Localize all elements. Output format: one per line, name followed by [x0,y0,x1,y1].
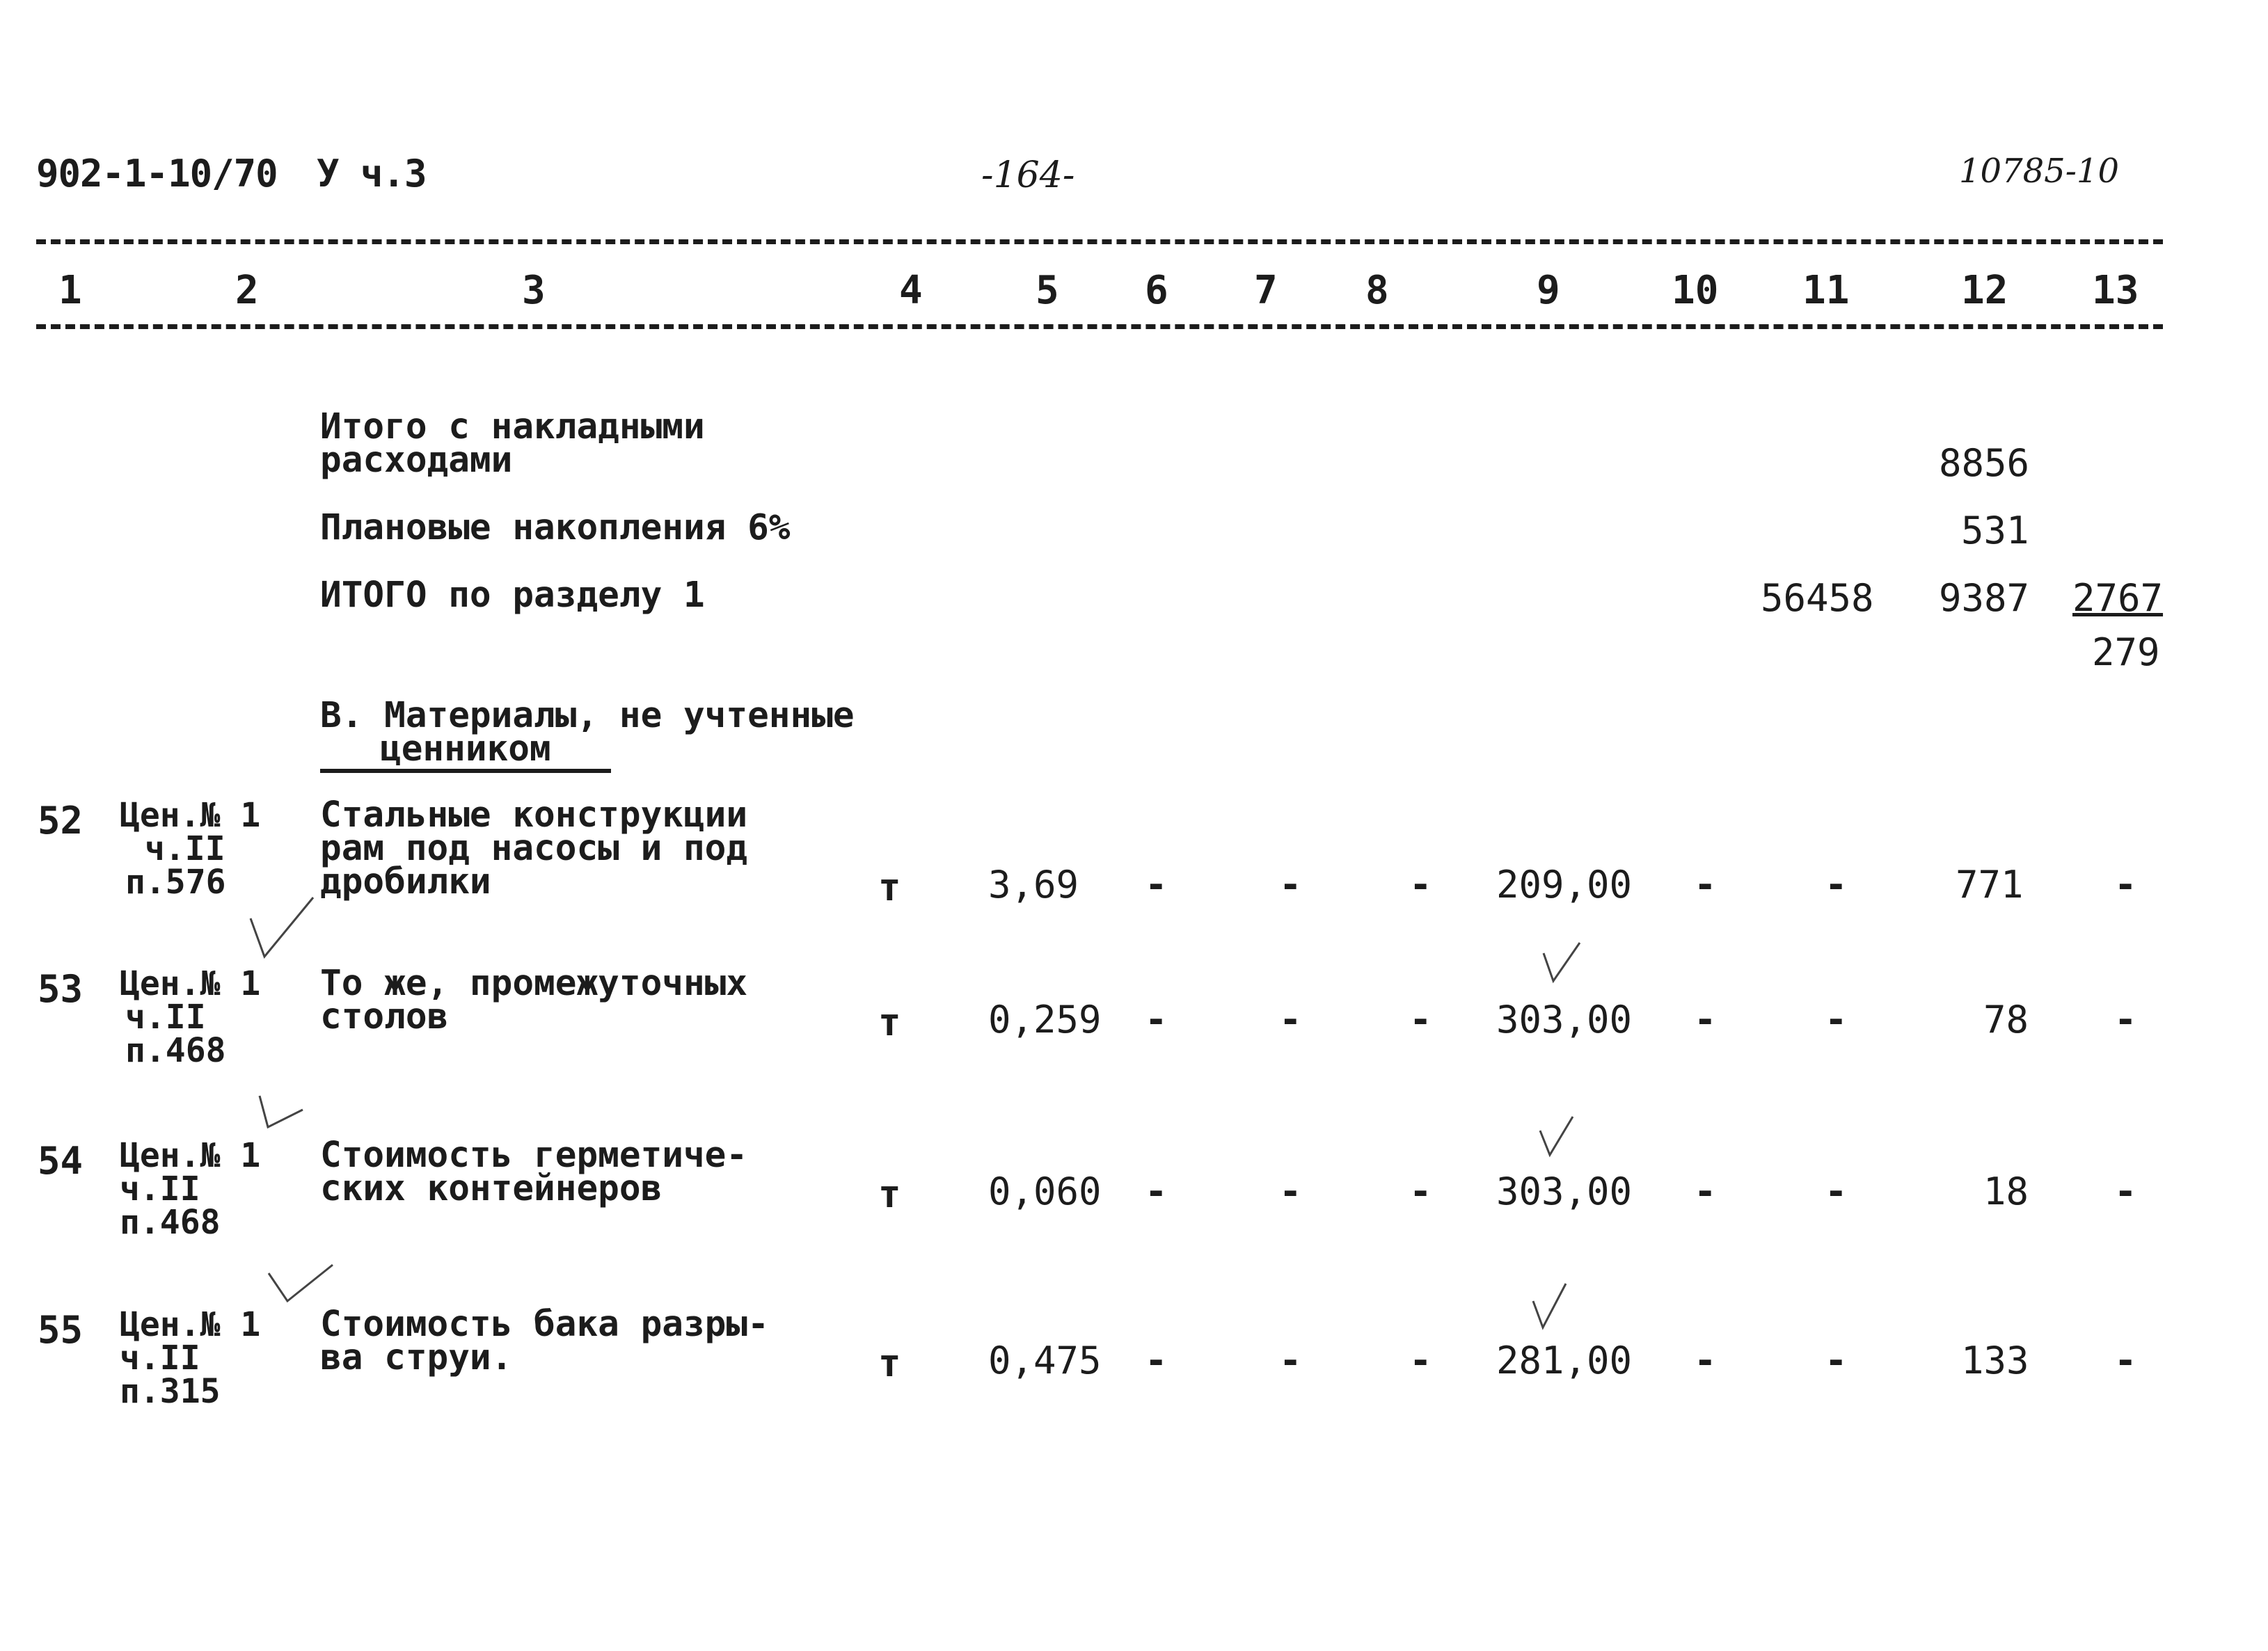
col13-value: - [2114,1170,2137,1213]
row-number: 53 [38,967,84,1011]
checkmark-icon [263,1259,340,1308]
document-section: У ч.3 [317,152,427,196]
item-description-line-1: Стоимость бака разры- [320,1304,769,1345]
section-total-label: ИТОГО по разделу 1 [320,575,705,616]
checkmark-icon [1528,1280,1576,1336]
col7-value: - [1279,863,1302,907]
quantity: 0,259 [988,998,1102,1042]
col13-value: - [2114,1339,2137,1382]
section-total-col13-top: 2767 [2072,576,2164,620]
overhead-label-line-2: расходами [320,440,513,481]
item-description-line-2: ских контейнеров [320,1168,663,1209]
overhead-total-col12: 8856 [1939,441,2030,485]
item-description-line-1: То же, промежуточных [320,963,748,1004]
col11-value: - [1825,1339,1848,1382]
column-number-10: 10 [1672,268,1719,313]
col10-value: - [1694,1339,1717,1382]
price-list-part: ч.II [120,1170,200,1209]
col8-value: - [1409,1170,1432,1213]
col7-value: - [1279,1170,1302,1213]
unit-price: 281,00 [1496,1339,1633,1382]
total-cost: 771 [1956,863,2024,907]
quantity: 0,060 [988,1170,1102,1213]
price-list-item: п.468 [125,1031,226,1070]
item-description-line-3: дробилки [320,861,491,902]
section-total-col11: 56458 [1761,576,1874,620]
col6-value: - [1145,1170,1168,1213]
column-number-1: 1 [58,268,82,313]
price-list-ref: Цен.№ 1 [120,964,261,1003]
price-list-ref: Цен.№ 1 [120,796,261,835]
column-number-5: 5 [1036,268,1059,313]
item-description-line-2: рам под насосы и под [320,828,748,869]
col10-value: - [1694,863,1717,907]
column-number-9: 9 [1537,268,1560,313]
column-number-13: 13 [2092,268,2139,313]
col10-value: - [1694,1170,1717,1213]
col10-value: - [1694,998,1717,1042]
checkmark-icon [1538,939,1587,995]
total-cost: 133 [1961,1339,2029,1382]
page-number: -164- [981,154,1075,196]
col8-value: - [1409,863,1432,907]
price-list-ref: Цен.№ 1 [120,1305,261,1344]
col13-value: - [2114,863,2137,907]
column-number-3: 3 [522,268,546,313]
total-cost: 78 [1983,998,2029,1042]
planned-savings-label: Плановые накопления 6% [320,507,791,548]
column-number-6: 6 [1145,268,1168,313]
column-number-11: 11 [1802,268,1850,313]
col8-value: - [1409,1339,1432,1382]
quantity: 3,69 [988,863,1079,907]
unit-price: 303,00 [1496,1170,1633,1213]
row-number: 54 [38,1139,84,1183]
header-rule-bottom [36,324,2163,329]
col8-value: - [1409,998,1432,1042]
col11-value: - [1825,998,1848,1042]
price-list-part: ч.II [145,829,225,868]
section-total-col13-bottom: 279 [2092,630,2160,674]
price-list-part: ч.II [125,998,206,1037]
price-list-item: п.576 [125,863,226,902]
overhead-label-line-1: Итого с накладными [320,406,705,447]
section-b-title-line-1: В. Материалы, не учтенные [320,695,855,736]
planned-savings-col12: 531 [1961,509,2029,552]
unit-of-measure: т [878,866,901,909]
price-list-item: п.315 [120,1372,221,1411]
checkmark-icon [244,891,320,974]
unit-price: 209,00 [1496,863,1633,907]
quantity: 0,475 [988,1339,1102,1382]
col11-value: - [1825,863,1848,907]
section-b-title-line-2: ценником [320,733,611,773]
item-description-line-1: Стальные конструкции [320,795,748,836]
header-rule-top [36,239,2163,244]
checkmark-icon [254,1092,310,1134]
checkmark-icon [1535,1113,1583,1162]
col6-value: - [1145,998,1168,1042]
item-description-line-2: ва струи. [320,1337,513,1378]
sheet-reference: 10785-10 [1959,152,2119,191]
column-number-4: 4 [899,268,923,313]
section-total-col12: 9387 [1939,576,2030,620]
column-number-7: 7 [1254,268,1278,313]
col7-value: - [1279,998,1302,1042]
column-number-8: 8 [1365,268,1389,313]
col7-value: - [1279,1339,1302,1382]
item-description-line-1: Стоимость герметиче- [320,1135,748,1176]
row-number: 52 [38,799,84,843]
unit-of-measure: т [878,1172,901,1216]
col6-value: - [1145,863,1168,907]
unit-of-measure: т [878,1000,901,1044]
row-number: 55 [38,1308,84,1352]
price-list-item: п.468 [120,1203,221,1242]
price-list-ref: Цен.№ 1 [120,1136,261,1175]
document-code: 902-1-10/70 [36,152,278,196]
col6-value: - [1145,1339,1168,1382]
price-list-part: ч.II [120,1339,200,1378]
col11-value: - [1825,1170,1848,1213]
unit-price: 303,00 [1496,998,1633,1042]
total-cost: 18 [1983,1170,2029,1213]
item-description-line-2: столов [320,996,449,1037]
column-number-2: 2 [235,268,259,313]
unit-of-measure: т [878,1341,901,1385]
column-number-12: 12 [1961,268,2008,313]
col13-value: - [2114,998,2137,1042]
